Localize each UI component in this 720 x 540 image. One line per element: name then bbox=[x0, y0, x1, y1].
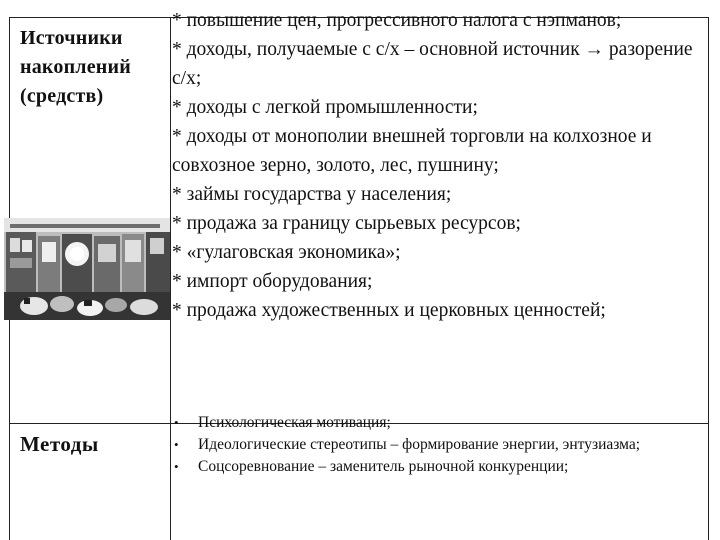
list-item: * займы государства у населения; bbox=[172, 184, 452, 205]
list-item: * «гулаговская экономика»; bbox=[172, 242, 401, 263]
store-interior-photo bbox=[4, 218, 170, 320]
list-item: * доходы с легкой промышленности; bbox=[172, 97, 478, 118]
bullet-icon: • bbox=[174, 415, 179, 430]
bullet-icon: • bbox=[174, 459, 179, 474]
bullet-icon: • bbox=[174, 437, 179, 452]
sources-list bbox=[172, 6, 696, 325]
list-item bbox=[172, 412, 692, 434]
list-item: * импорт оборудования; bbox=[172, 271, 373, 292]
list-item bbox=[172, 434, 692, 456]
methods-label: Методы bbox=[20, 432, 99, 456]
column-divider bbox=[170, 18, 171, 540]
list-item: * продажа художественных и церковных ценностей; bbox=[172, 300, 606, 321]
list-item-text: Соцсоревнование – заменитель рыночной конкуренции; bbox=[198, 458, 569, 475]
list-item-text: Идеологические стереотипы – формирование энергии, энтузиазма; bbox=[198, 436, 641, 453]
photo-image bbox=[4, 218, 170, 320]
sources-label: Источники накоплений (средств) bbox=[20, 27, 131, 107]
list-item: * доходы от монополии внешней торговли на колхозное и совхозное зерно, золото, лес, пушнину; bbox=[172, 126, 652, 176]
list-item: * продажа за границу сырьевых ресурсов; bbox=[172, 213, 521, 234]
list-item bbox=[172, 456, 692, 478]
list-item: * повышение цен, прогрессивного налога с нэпманов; bbox=[172, 10, 622, 31]
list-item-text: Психологическая мотивация; bbox=[198, 414, 391, 431]
list-item: * доходы, получаемые с с/х – основной источник → разорение с/х; bbox=[172, 39, 693, 89]
methods-list bbox=[172, 412, 692, 478]
